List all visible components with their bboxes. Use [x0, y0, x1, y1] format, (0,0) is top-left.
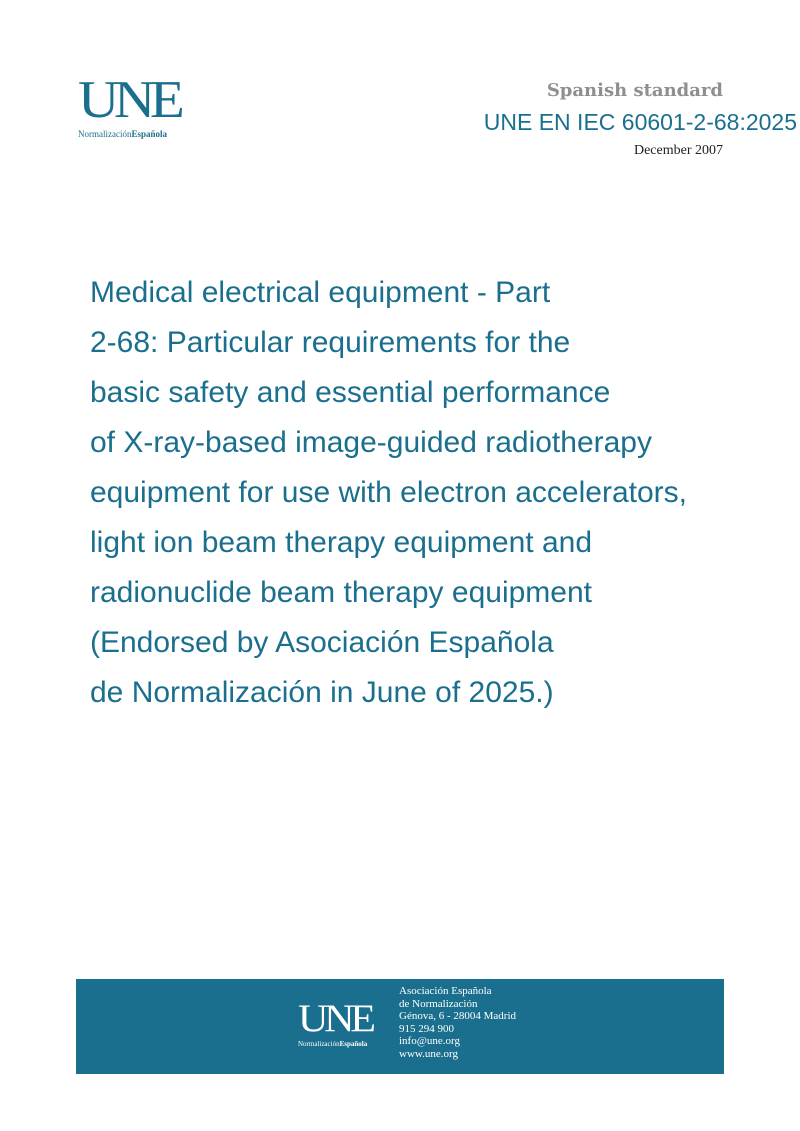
footer-une-logo [298, 997, 372, 1048]
website-url: www.une.org [399, 1047, 458, 1060]
title-line: equipment for use with electron accelerators, [90, 476, 687, 509]
email-address: info@une.org [399, 1035, 460, 1047]
footer-logo-sub-bold: Española [339, 1040, 368, 1048]
title-line: 2-68: Particular requirements for the [90, 326, 571, 359]
title-line: (Endorsed by Asociación Española [90, 626, 554, 659]
title-line: Medical electrical equipment - Part [90, 276, 551, 309]
title-line: of X-ray-based image-guided radiotherapy [90, 426, 652, 459]
une-logo-subtitle [78, 129, 198, 139]
address-line: Asociación Española [399, 985, 492, 997]
phone-number: 915 294 900 [399, 1022, 454, 1035]
footer-logo-subtitle [298, 1040, 367, 1048]
logo-sub-regular: Normalización [78, 129, 132, 139]
address-line: de Normalización [399, 997, 478, 1010]
title-line: de Normalización in June of 2025.) [90, 676, 554, 709]
standard-kind: Spanish standard [546, 80, 723, 101]
une-logo [78, 71, 198, 139]
title-line: radionuclide beam therapy equipment [90, 576, 592, 609]
footer-banner [76, 979, 724, 1074]
title-line: basic safety and essential performance [90, 376, 611, 409]
footer-logo-sub-regular: Normalización [298, 1040, 340, 1048]
logo-sub-bold: Española [131, 129, 168, 139]
footer-address [399, 985, 516, 1060]
document-title [90, 268, 790, 718]
standard-code: UNE EN IEC 60601-2-68:2025 [483, 109, 797, 135]
footer-logo-mark: UNE [298, 997, 372, 1040]
standard-date: December 2007 [633, 143, 723, 158]
une-logo-mark: UNE [78, 71, 180, 129]
title-line: light ion beam therapy equipment and [90, 526, 593, 559]
address-line: Génova, 6 - 28004 Madrid [399, 1010, 517, 1022]
